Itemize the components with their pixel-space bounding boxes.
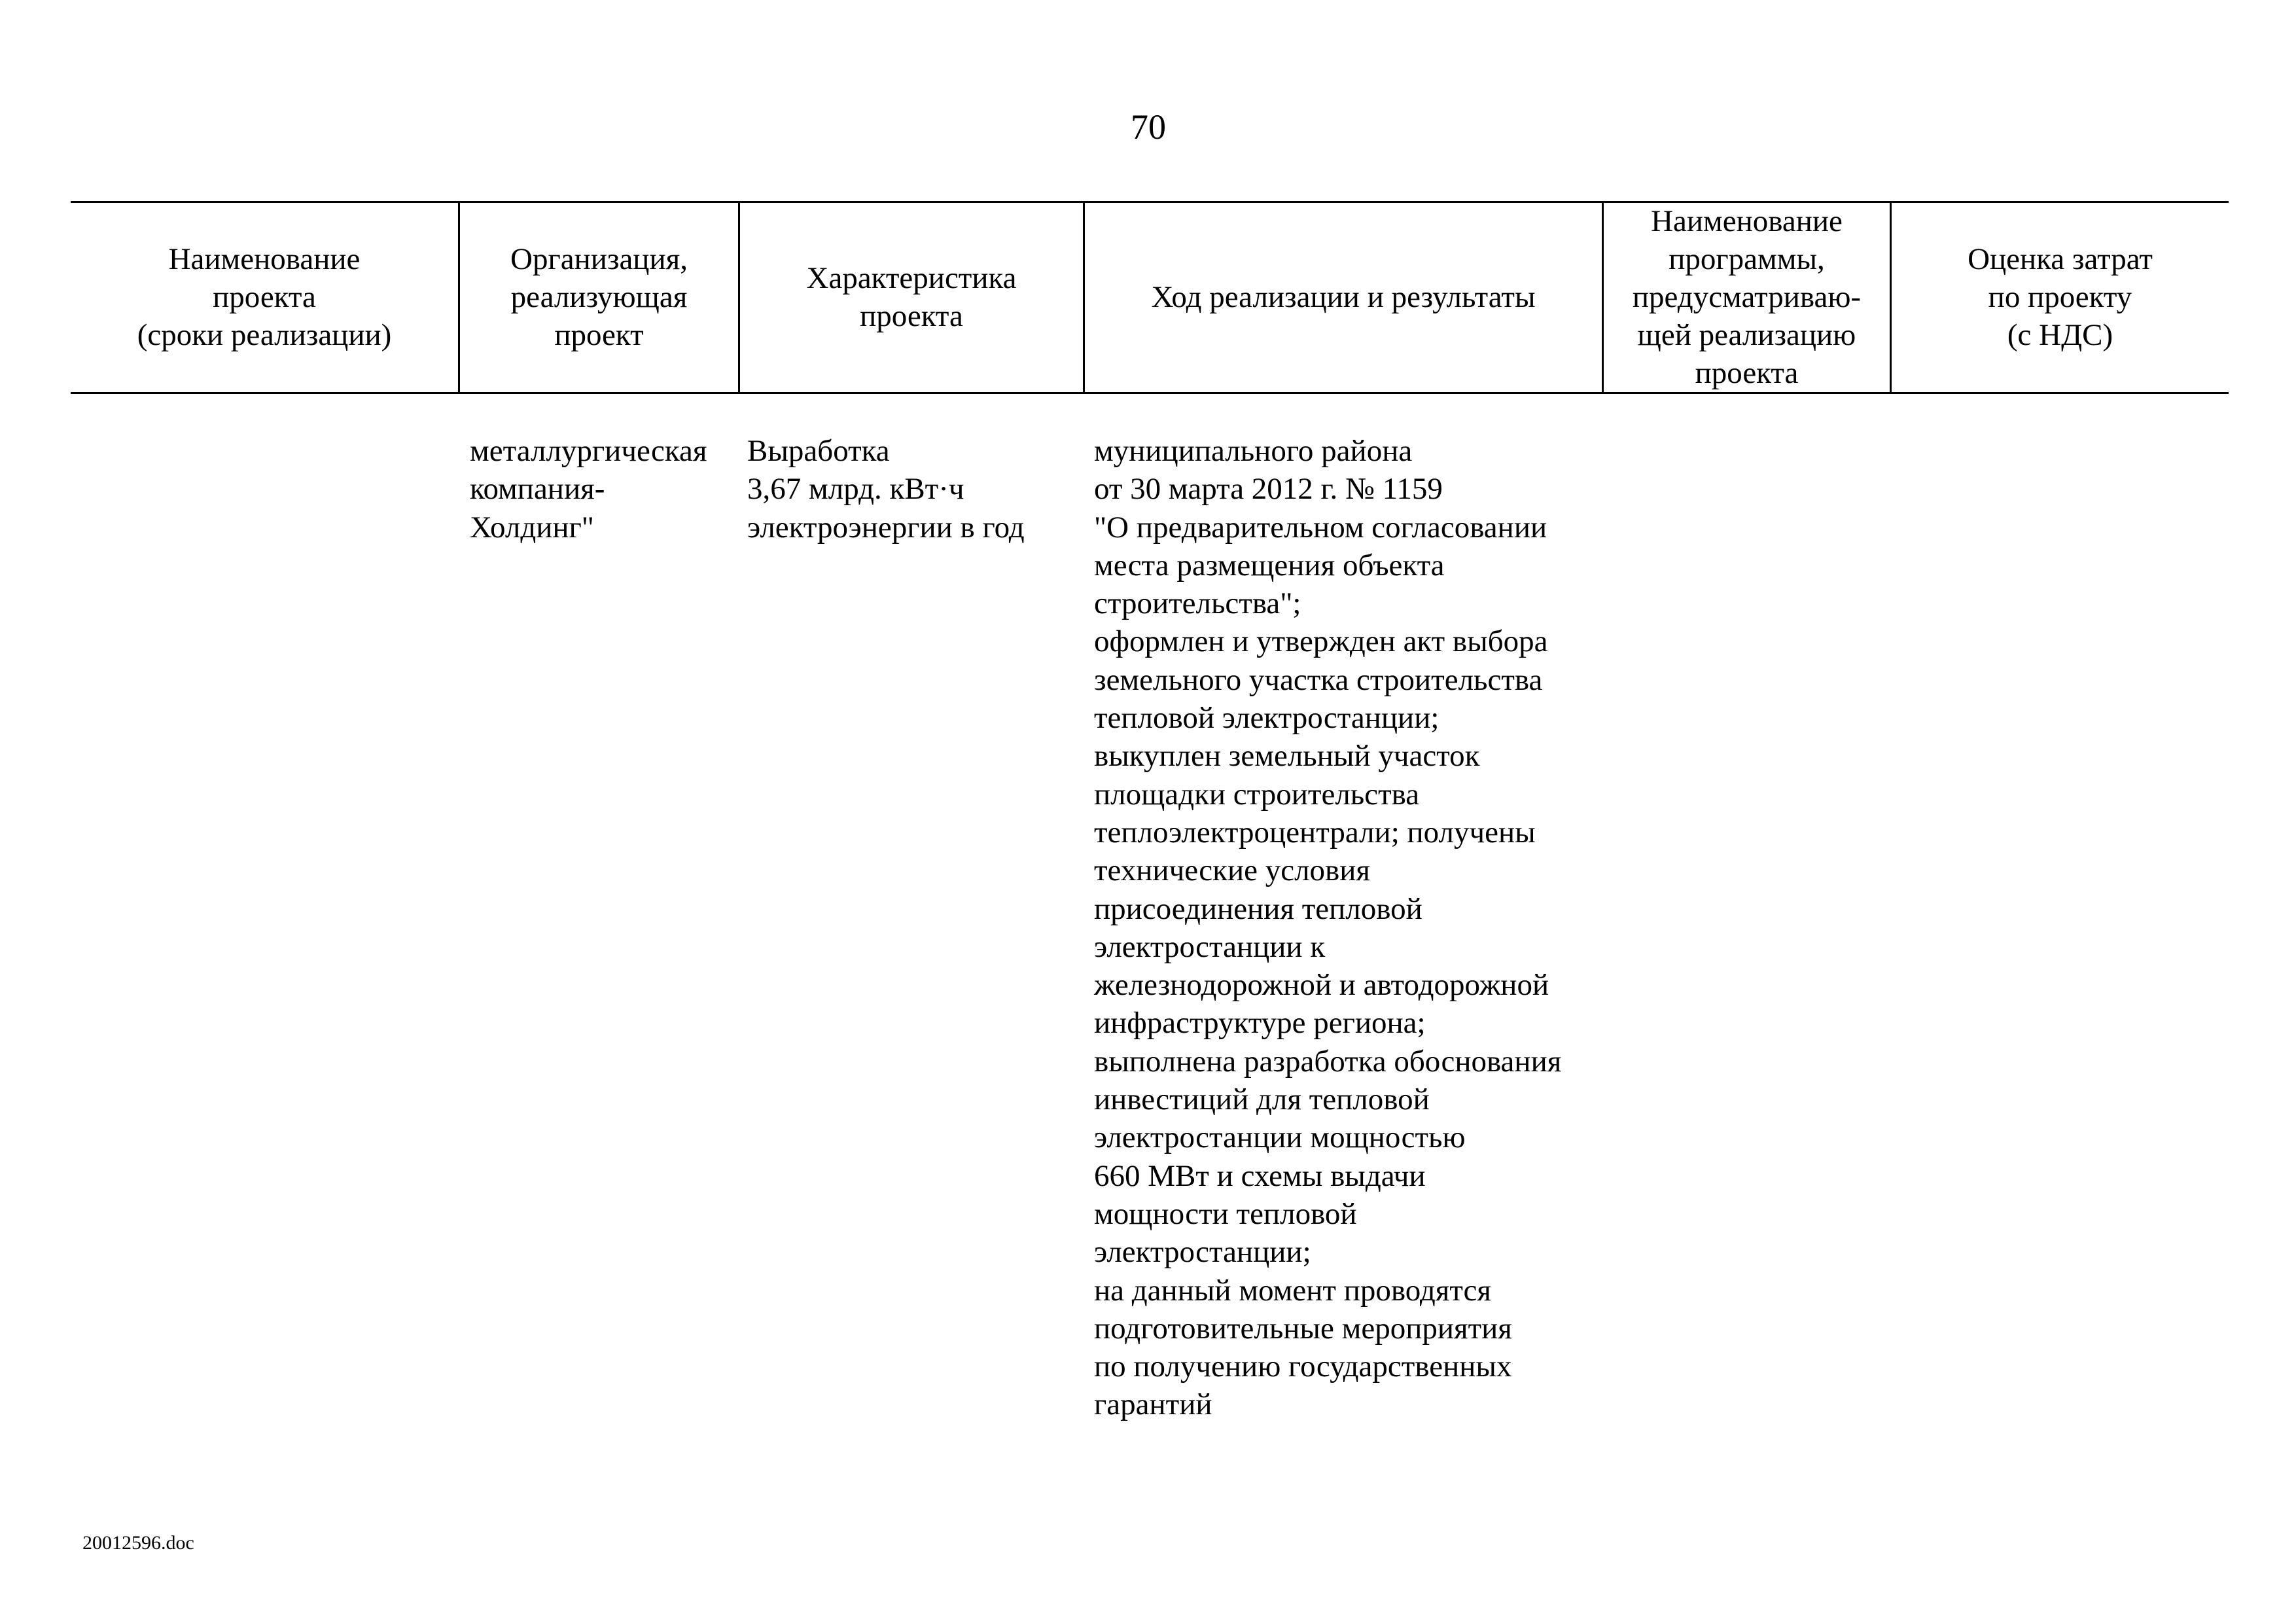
header-line: проекта [1695,355,1799,390]
cell-line: теплоэлектроцентрали; получены [1094,815,1536,849]
header-line: Характеристика [806,260,1017,295]
header-line: Наименование [1651,204,1843,238]
cell-line: электростанции; [1094,1235,1311,1270]
cell-line: муниципального района [1094,434,1413,468]
page-number: 70 [1131,107,1166,147]
cell-characteristic [747,432,1025,546]
cell-line: Выработка [747,434,890,468]
header-progress [1085,201,1602,393]
cell-line: электростанции к [1094,929,1326,964]
cell-line: присоединения тепловой [1094,891,1422,926]
cell-line: технические условия [1094,853,1370,888]
cell-line: строительства"; [1094,586,1301,621]
header-line: (сроки реализации) [137,317,392,352]
header-line: по проекту [1988,279,2132,314]
header-line: Ход реализации и результаты [1151,279,1536,314]
cell-line: места размещения объекта [1094,548,1445,582]
header-line: Наименование [168,241,361,276]
cell-line: подготовительные мероприятия [1094,1311,1512,1346]
cell-progress [1094,432,1561,1424]
header-line: предусматриваю- [1632,279,1862,314]
header-line: щей реализацию [1637,317,1856,352]
cell-organization [470,432,707,546]
cell-line: земельного участка строительства [1094,662,1543,697]
header-line: проект [554,317,644,352]
cell-line: "О предварительном согласовании [1094,510,1547,544]
header-line: (с НДС) [2007,317,2113,352]
header-line: проекта [213,279,316,314]
header-project-name [71,201,458,393]
cell-line: площадки строительства [1094,777,1420,812]
cell-line: 3,67 млрд. кВт·ч [747,472,964,507]
cell-line: гарантий [1094,1387,1212,1422]
footer-file-name: 20012596.doc [82,1532,194,1554]
header-characteristic [740,201,1083,393]
header-line: Организация, [510,241,688,276]
cell-line: выкуплен земельный участок [1094,739,1480,774]
cell-line: от 30 марта 2012 г. № 1159 [1094,472,1443,507]
cell-line: мощности тепловой [1094,1196,1357,1231]
header-cost [1892,201,2229,393]
header-line: проекта [860,298,963,333]
header-line: Оценка затрат [1968,241,2153,276]
cell-line: железнодорожной и автодорожной [1094,968,1549,1003]
cell-line: инвестиций для тепловой [1094,1082,1430,1117]
cell-line: на данный момент проводятся [1094,1273,1492,1308]
cell-line: металлургическая [470,434,707,468]
cell-line: инфраструктуре региона; [1094,1006,1426,1041]
cell-line: по получению государственных [1094,1349,1512,1384]
cell-line: тепловой электростанции; [1094,701,1439,736]
cell-line: компания- [470,472,605,507]
header-program [1604,201,1890,393]
cell-line: 660 МВт и схемы выдачи [1094,1158,1426,1193]
cell-line: выполнена разработка обоснования [1094,1044,1562,1079]
cell-line: электростанции мощностью [1094,1120,1466,1155]
cell-line: Холдинг" [470,510,594,544]
cell-line: электроэнергии в год [747,510,1025,544]
header-line: реализующая [510,279,688,314]
cell-line: оформлен и утвержден акт выбора [1094,624,1548,659]
header-organization [460,201,738,393]
header-line: программы, [1669,241,1825,276]
